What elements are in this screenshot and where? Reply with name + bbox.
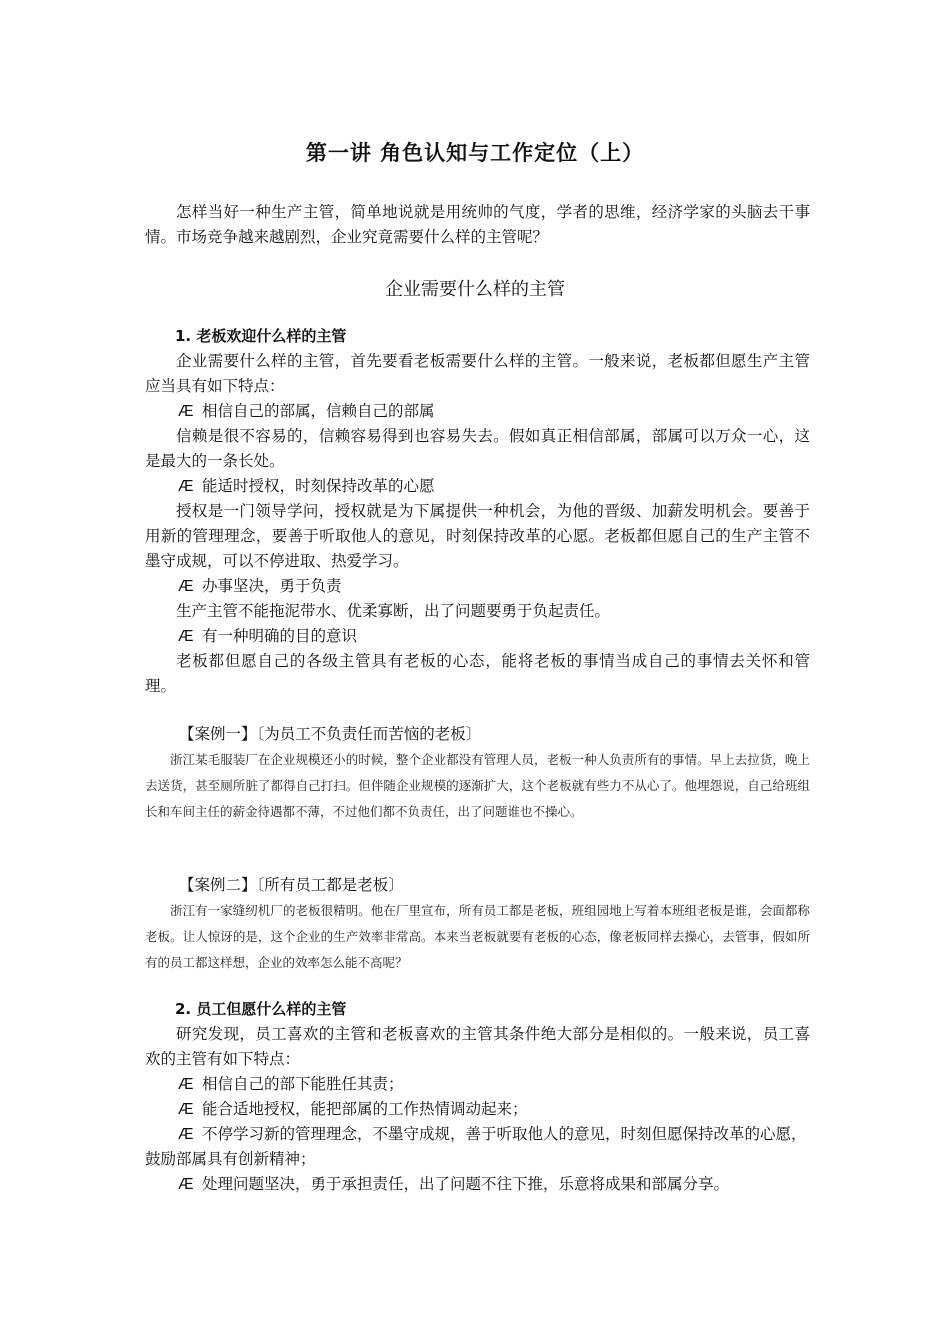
section-title: 企业需要什么样的主管 [385,279,565,300]
case-one [145,722,810,825]
bullet-text: 能适时授权，时刻保持改革的心愿 [202,477,435,495]
page-title: 第一讲 角色认知与工作定位（上） [305,141,645,165]
paragraph: 研究发现，员工喜欢的主管和老板喜欢的主管其条件绝大部分是相似的。一般来说，员工喜欢的主管有如下特点： [145,1025,810,1068]
bullet-text: 办事坚决，勇于负责 [202,577,342,595]
bullet-text: 不停学习新的管理理念，不墨守成规，善于听取他人的意见，时刻但愿保持改革的心愿，鼓励部属具有创新精神； [145,1125,807,1168]
bullet-marker: Æ [178,1176,194,1193]
bullet-item [145,1172,810,1197]
bullet-item [145,399,810,424]
bullet-item [145,624,810,649]
paragraph: 老板都但愿自己的各级主管具有老板的心态，能将老板的事情当成自己的事情去关怀和管理。 [145,652,810,695]
bullet-item [145,1122,810,1172]
case-body: 浙江有一家缝纫机厂的老板很精明。他在厂里宣布，所有员工都是老板，班组园地上写着本班组老板是谁，会面都称老板。让人惊讶的是，这个企业的生产效率非常高。本来当老板就要有老板的心态，像老板同样去操心，去管事，假如所有的员工都这样想，企业的效率怎么能不高呢？ [145,903,810,970]
bullet-text: 相信自己的部下能胜任其责； [202,1075,404,1093]
bullet-item [145,1072,810,1097]
section-boss [145,324,810,699]
bullet-marker: Æ [178,478,194,495]
bullet-marker: Æ [178,628,194,645]
bullet-marker: Æ [178,1076,194,1093]
intro-block [145,200,810,250]
case-body: 浙江某毛服装厂在企业规模还小的时候，整个企业都没有管理人员，老板一种人负责所有的事情。早上去拉货，晚上去送货，甚至厕所脏了都得自己打扫。但伴随企业规模的逐渐扩大，这个老板就有些力不从心了。他埋怨说，自己给班组长和车间主任的薪金待遇都不薄，不过他们都不负责任，出了问题谁也不操心。 [145,752,810,819]
bullet-item [145,474,810,499]
bullet-item [145,574,810,599]
bullet-text: 有一种明确的目的意识 [202,627,358,645]
bullet-item [145,1097,810,1122]
paragraph: 企业需要什么样的主管，首先要看老板需要什么样的主管。一般来说，老板都但愿生产主管应当具有如下特点： [145,352,810,395]
bullet-marker: Æ [178,1126,194,1143]
paragraph: 授权是一门领导学问，授权就是为下属提供一种机会，为他的晋级、加薪发明机会。要善于用新的管理理念，要善于听取他人的意见，时刻保持改革的心愿。老板都但愿自己的生产主管不墨守成规，可以不停进取、热爱学习。 [145,502,810,570]
bullet-text: 处理问题坚决，勇于承担责任，出了问题不往下推，乐意将成果和部属分享。 [202,1175,730,1193]
paragraph: 信赖是很不容易的，信赖容易得到也容易失去。假如真正相信部属，部属可以万众一心，这是最大的一条长处。 [145,427,810,470]
bullet-marker: Æ [178,403,194,420]
case-heading: 【案例二】〔所有员工都是老板〕 [179,876,404,894]
section-heading: 1. 老板欢迎什么样的主管 [175,327,347,345]
paragraph: 生产主管不能拖泥带水、优柔寡断，出了问题要勇于负起责任。 [176,602,611,620]
case-two [145,873,810,976]
bullet-text: 能合适地授权，能把部属的工作热情调动起来； [202,1100,528,1118]
case-heading: 【案例一】〔为员工不负责任而苦恼的老板〕 [179,725,482,743]
bullet-text: 相信自己的部属，信赖自己的部属 [202,402,435,420]
intro-paragraph: 怎样当好一种生产主管，简单地说就是用统帅的气度，学者的思维，经济学家的头脑去干事情。市场竞争越来越剧烈，企业究竟需要什么样的主管呢？ [145,203,810,246]
bullet-marker: Æ [178,578,194,595]
bullet-marker: Æ [178,1101,194,1118]
section-employee [145,997,810,1197]
section-heading: 2. 员工但愿什么样的主管 [175,1000,347,1018]
